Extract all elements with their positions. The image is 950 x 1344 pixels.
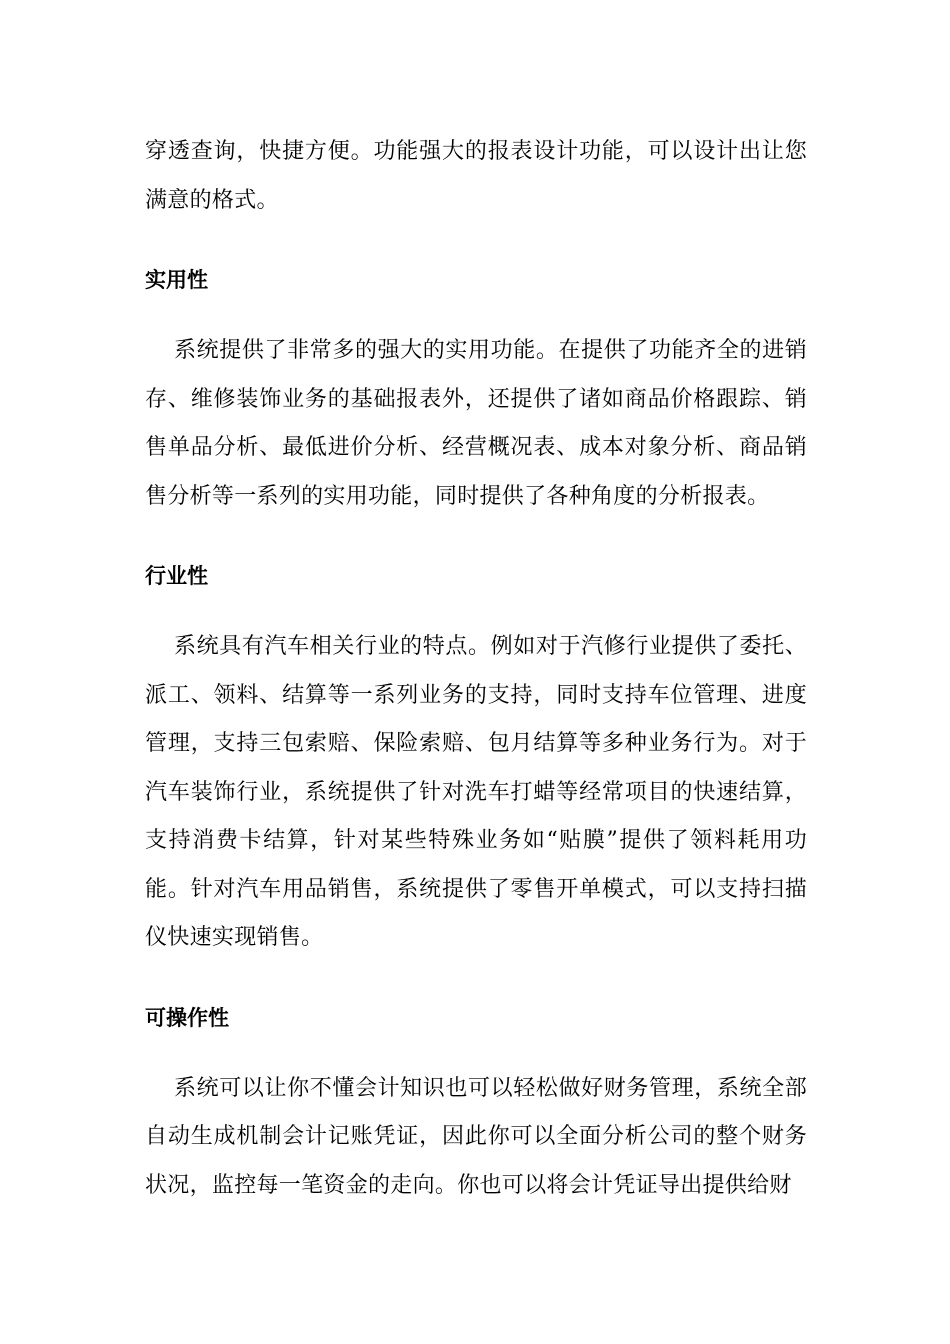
section-body-operability: 系统可以让你不懂会计知识也可以轻松做好财务管理，系统全部自动生成机制会计记账凭证，因此你可以全面分析公司的整个财务状况，监控每一笔资金的走向。你也可以将会计凭证导出提供给财 [145,1075,807,1198]
spacer [145,1033,807,1065]
spacer [145,225,807,265]
spacer [145,295,807,327]
intro-paragraph: 穿透查询，快捷方便。功能强大的报表设计功能，可以设计出让您满意的格式。 [145,139,807,213]
document-page [145,128,807,1210]
spacer [145,591,807,623]
spacer [145,521,807,561]
spacer [145,963,807,1003]
section-heading-practicality: 实用性 [145,268,208,292]
section-heading-operability: 可操作性 [145,1005,229,1030]
section-heading-industry: 行业性 [145,564,208,588]
section-body-practicality: 系统提供了非常多的强大的实用功能。在提供了功能齐全的进销存、维修装饰业务的基础报表外，还提供了诸如商品价格跟踪、销售单品分析、最低进价分析、经营概况表、成本对象分析、商品销售分析等一系列的实用功能，同时提供了各种角度的分析报表。 [145,338,807,509]
section-body-industry: 系统具有汽车相关行业的特点。例如对于汽修行业提供了委托、派工、领料、结算等一系列业务的支持，同时支持车位管理、进度管理，支持三包索赔、保险索赔、包月结算等多种业务行为。对于汽车装饰行业，系统提供了针对洗车打蜡等经常项目的快速结算，支持消费卡结算，针对某些特殊业务如“贴膜”提供了领料耗用功能。针对汽车用品销售，系统提供了零售开单模式，可以支持扫描仪快速实现销售。 [145,634,807,950]
